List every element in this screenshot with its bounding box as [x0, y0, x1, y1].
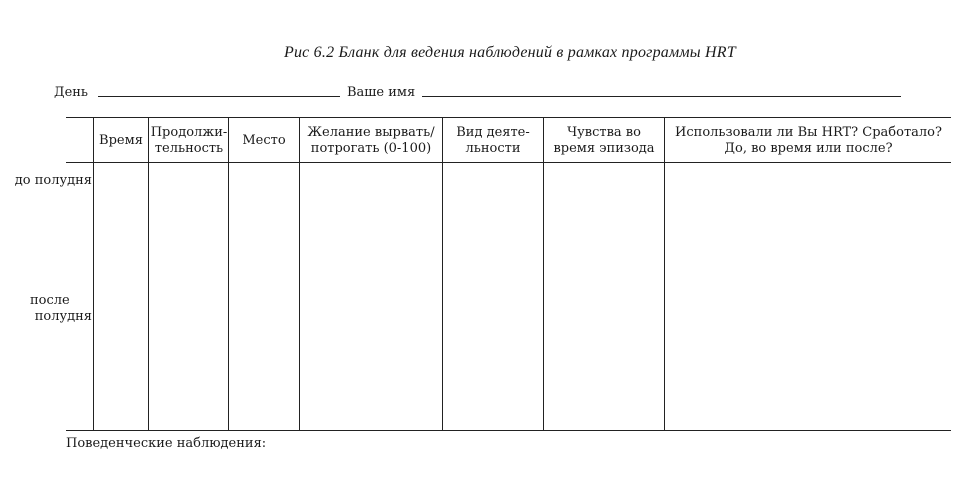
- row-label-afternoon: [2, 293, 92, 325]
- header-duration-line2: тельность: [154, 141, 224, 156]
- column-divider: [543, 117, 544, 430]
- figure-caption: Рис 6.2 Бланк для ведения наблюдений в рамках программы HRT: [284, 44, 736, 61]
- header-duration-line1: Продолжи-: [150, 125, 228, 140]
- header-duration: [149, 125, 229, 157]
- table-top-rule: [66, 117, 951, 118]
- table-header-rule: [66, 162, 951, 163]
- header-hrt-line1: Использовали ли Вы HRT? Сработало?: [675, 125, 942, 140]
- header-hrt: [665, 125, 952, 157]
- header-activity-line2: льности: [465, 141, 521, 156]
- header-place: Место: [242, 133, 286, 148]
- day-field[interactable]: [98, 96, 340, 97]
- header-activity-line1: Вид деяте-: [456, 125, 530, 140]
- row-label-afternoon-line1: после: [30, 293, 70, 308]
- day-label: День: [54, 85, 89, 100]
- name-label: Ваше имя: [347, 85, 416, 100]
- name-field[interactable]: [422, 96, 901, 97]
- row-label-afternoon-line2: полудня: [34, 309, 92, 324]
- header-time: Время: [99, 133, 143, 148]
- column-divider: [442, 117, 443, 430]
- header-activity: [443, 125, 543, 157]
- header-urge-line1: Желание вырвать/: [307, 125, 435, 140]
- header-feelings-line2: время эпизода: [553, 141, 655, 156]
- header-feelings-line1: Чувства во: [567, 125, 641, 140]
- row-label-morning: до полудня: [14, 173, 92, 188]
- column-divider: [299, 117, 300, 430]
- behavioral-observations-label: Поведенческие наблюдения:: [66, 436, 267, 451]
- header-hrt-line2: До, во время или после?: [724, 141, 893, 156]
- column-divider: [664, 117, 665, 430]
- header-urge-line2: потрогать (0-100): [310, 141, 432, 156]
- column-divider: [148, 117, 149, 430]
- header-feelings: [544, 125, 664, 157]
- header-urge: [300, 125, 442, 157]
- table-bottom-rule: [66, 430, 951, 431]
- column-divider: [93, 117, 94, 430]
- column-divider: [228, 117, 229, 430]
